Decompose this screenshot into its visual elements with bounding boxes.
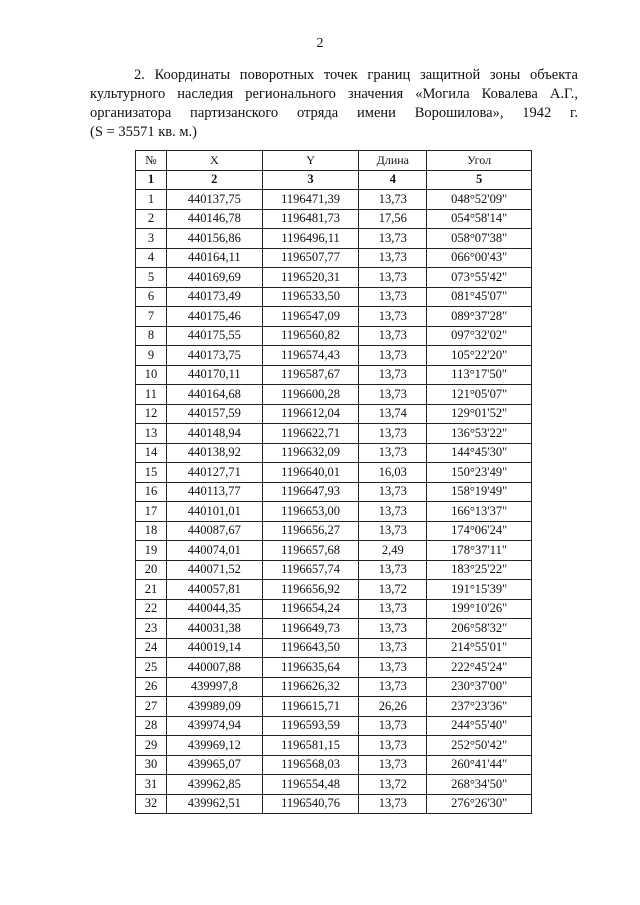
angle-cell: 178°37'11" [427,541,532,561]
x-coordinate-cell: 440156,86 [166,229,262,249]
angle-cell: 144°45'30" [427,443,532,463]
angle-cell: 222°45'24" [427,658,532,678]
column-number: 2 [166,170,262,190]
length-cell: 13,74 [359,404,427,424]
column-number: 3 [262,170,359,190]
table-body [136,190,532,814]
y-coordinate-cell: 1196635,64 [262,658,359,678]
x-coordinate-cell: 439974,94 [166,716,262,736]
angle-cell: 276°26'30" [427,794,532,814]
table-row [136,365,532,385]
angle-cell: 174°06'24" [427,521,532,541]
point-number-cell: 9 [136,346,167,366]
angle-cell: 136°53'22" [427,424,532,444]
point-number-cell: 24 [136,638,167,658]
point-number-cell: 31 [136,775,167,795]
angle-cell: 166°13'37" [427,502,532,522]
length-cell: 2,49 [359,541,427,561]
angle-cell: 121°05'07" [427,385,532,405]
x-coordinate-cell: 440074,01 [166,541,262,561]
point-number-cell: 32 [136,794,167,814]
y-coordinate-cell: 1196574,43 [262,346,359,366]
length-cell: 13,73 [359,638,427,658]
y-coordinate-cell: 1196507,77 [262,248,359,268]
length-cell: 13,73 [359,287,427,307]
y-coordinate-cell: 1196657,68 [262,541,359,561]
y-coordinate-cell: 1196657,74 [262,560,359,580]
point-number-cell: 4 [136,248,167,268]
point-number-cell: 27 [136,697,167,717]
length-cell: 13,73 [359,599,427,619]
angle-cell: 230°37'00" [427,677,532,697]
length-cell: 13,73 [359,755,427,775]
point-number-cell: 26 [136,677,167,697]
angle-cell: 129°01'52" [427,404,532,424]
x-coordinate-cell: 439965,07 [166,755,262,775]
length-cell: 26,26 [359,697,427,717]
length-cell: 13,73 [359,229,427,249]
table-row [136,502,532,522]
angle-cell: 054°58'14" [427,209,532,229]
length-cell: 13,72 [359,580,427,600]
length-cell: 13,73 [359,190,427,210]
length-cell: 13,73 [359,248,427,268]
y-coordinate-cell: 1196568,03 [262,755,359,775]
length-cell: 13,73 [359,346,427,366]
y-coordinate-cell: 1196622,71 [262,424,359,444]
angle-cell: 048°52'09" [427,190,532,210]
y-coordinate-cell: 1196471,39 [262,190,359,210]
point-number-cell: 25 [136,658,167,678]
x-coordinate-cell: 440170,11 [166,365,262,385]
angle-cell: 073°55'42" [427,268,532,288]
table-row [136,229,532,249]
length-cell: 13,73 [359,736,427,756]
y-coordinate-cell: 1196547,09 [262,307,359,327]
header-y: Y [262,151,359,171]
coordinates-table [135,150,532,814]
point-number-cell: 13 [136,424,167,444]
x-coordinate-cell: 440137,75 [166,190,262,210]
angle-cell: 199°10'26" [427,599,532,619]
y-coordinate-cell: 1196554,48 [262,775,359,795]
table-row [136,736,532,756]
y-coordinate-cell: 1196632,09 [262,443,359,463]
angle-cell: 081°45'07" [427,287,532,307]
table-row [136,268,532,288]
angle-cell: 150°23'49" [427,463,532,483]
y-coordinate-cell: 1196587,67 [262,365,359,385]
y-coordinate-cell: 1196649,73 [262,619,359,639]
angle-cell: 105°22'20" [427,346,532,366]
table-header-row [136,151,532,171]
y-coordinate-cell: 1196540,76 [262,794,359,814]
y-coordinate-cell: 1196656,27 [262,521,359,541]
y-coordinate-cell: 1196612,04 [262,404,359,424]
x-coordinate-cell: 440019,14 [166,638,262,658]
table-row [136,385,532,405]
angle-cell: 214°55'01" [427,638,532,658]
length-cell: 17,56 [359,209,427,229]
table-row [136,541,532,561]
point-number-cell: 22 [136,599,167,619]
length-cell: 13,73 [359,560,427,580]
y-coordinate-cell: 1196643,50 [262,638,359,658]
y-coordinate-cell: 1196640,01 [262,463,359,483]
x-coordinate-cell: 440173,49 [166,287,262,307]
point-number-cell: 18 [136,521,167,541]
length-cell: 13,73 [359,268,427,288]
point-number-cell: 6 [136,287,167,307]
column-number: 1 [136,170,167,190]
header-x: X [166,151,262,171]
table-row [136,638,532,658]
length-cell: 13,73 [359,716,427,736]
x-coordinate-cell: 440087,67 [166,521,262,541]
table-row [136,248,532,268]
table-row [136,307,532,327]
point-number-cell: 11 [136,385,167,405]
column-number-row [136,170,532,190]
angle-cell: 206°58'32" [427,619,532,639]
header-angle: Угол [427,151,532,171]
x-coordinate-cell: 440157,59 [166,404,262,424]
length-cell: 16,03 [359,463,427,483]
table-row [136,346,532,366]
table-row [136,697,532,717]
point-number-cell: 19 [136,541,167,561]
point-number-cell: 17 [136,502,167,522]
table-row [136,463,532,483]
header-number: № [136,151,167,171]
point-number-cell: 8 [136,326,167,346]
length-cell: 13,73 [359,619,427,639]
x-coordinate-cell: 440146,78 [166,209,262,229]
point-number-cell: 12 [136,404,167,424]
heading-line: организатора партизанского отряда имени Ворошилова», 1942 г. [90,105,578,121]
y-coordinate-cell: 1196647,93 [262,482,359,502]
x-coordinate-cell: 440031,38 [166,619,262,639]
x-coordinate-cell: 440169,69 [166,268,262,288]
point-number-cell: 2 [136,209,167,229]
length-cell: 13,73 [359,365,427,385]
x-coordinate-cell: 440175,55 [166,326,262,346]
x-coordinate-cell: 440127,71 [166,463,262,483]
y-coordinate-cell: 1196520,31 [262,268,359,288]
section-heading [90,66,578,142]
angle-cell: 260°41'44" [427,755,532,775]
table-row [136,658,532,678]
x-coordinate-cell: 440044,35 [166,599,262,619]
x-coordinate-cell: 440164,68 [166,385,262,405]
y-coordinate-cell: 1196481,73 [262,209,359,229]
angle-cell: 237°23'36" [427,697,532,717]
angle-cell: 158°19'49" [427,482,532,502]
y-coordinate-cell: 1196581,15 [262,736,359,756]
heading-line: 2. Координаты поворотных точек границ защитной зоны объекта [134,67,578,83]
y-coordinate-cell: 1196533,50 [262,287,359,307]
length-cell: 13,73 [359,794,427,814]
x-coordinate-cell: 439962,51 [166,794,262,814]
point-number-cell: 21 [136,580,167,600]
length-cell: 13,73 [359,502,427,522]
y-coordinate-cell: 1196593,59 [262,716,359,736]
table-row [136,755,532,775]
x-coordinate-cell: 440057,81 [166,580,262,600]
table-row [136,599,532,619]
angle-cell: 191°15'39" [427,580,532,600]
table-row [136,580,532,600]
point-number-cell: 7 [136,307,167,327]
table-row [136,482,532,502]
column-number: 5 [427,170,532,190]
table-row [136,794,532,814]
point-number-cell: 3 [136,229,167,249]
angle-cell: 089°37'28" [427,307,532,327]
table-row [136,424,532,444]
x-coordinate-cell: 440101,01 [166,502,262,522]
x-coordinate-cell: 440138,92 [166,443,262,463]
length-cell: 13,73 [359,521,427,541]
point-number-cell: 14 [136,443,167,463]
point-number-cell: 5 [136,268,167,288]
length-cell: 13,73 [359,482,427,502]
table-row [136,619,532,639]
point-number-cell: 28 [136,716,167,736]
point-number-cell: 10 [136,365,167,385]
table-row [136,287,532,307]
table-row [136,716,532,736]
angle-cell: 244°55'40" [427,716,532,736]
heading-line: (S = 35571 кв. м.) [90,124,197,140]
x-coordinate-cell: 439989,09 [166,697,262,717]
x-coordinate-cell: 439962,85 [166,775,262,795]
y-coordinate-cell: 1196600,28 [262,385,359,405]
point-number-cell: 29 [136,736,167,756]
x-coordinate-cell: 440071,52 [166,560,262,580]
y-coordinate-cell: 1196653,00 [262,502,359,522]
table-row [136,404,532,424]
table-row [136,326,532,346]
table-row [136,209,532,229]
y-coordinate-cell: 1196656,92 [262,580,359,600]
angle-cell: 097°32'02" [427,326,532,346]
length-cell: 13,73 [359,307,427,327]
table-row [136,190,532,210]
point-number-cell: 23 [136,619,167,639]
length-cell: 13,73 [359,385,427,405]
length-cell: 13,72 [359,775,427,795]
angle-cell: 113°17'50" [427,365,532,385]
y-coordinate-cell: 1196496,11 [262,229,359,249]
point-number-cell: 1 [136,190,167,210]
y-coordinate-cell: 1196615,71 [262,697,359,717]
x-coordinate-cell: 439969,12 [166,736,262,756]
point-number-cell: 15 [136,463,167,483]
length-cell: 13,73 [359,658,427,678]
x-coordinate-cell: 440173,75 [166,346,262,366]
y-coordinate-cell: 1196654,24 [262,599,359,619]
table-row [136,677,532,697]
y-coordinate-cell: 1196626,32 [262,677,359,697]
x-coordinate-cell: 440113,77 [166,482,262,502]
x-coordinate-cell: 439997,8 [166,677,262,697]
header-length: Длина [359,151,427,171]
table-row [136,560,532,580]
table-row [136,443,532,463]
column-number: 4 [359,170,427,190]
heading-line: культурного наследия регионального значения «Могила Ковалева А.Г., [90,86,578,102]
angle-cell: 066°00'43" [427,248,532,268]
y-coordinate-cell: 1196560,82 [262,326,359,346]
angle-cell: 252°50'42" [427,736,532,756]
x-coordinate-cell: 440164,11 [166,248,262,268]
page-number: 2 [316,36,324,51]
table-row [136,521,532,541]
angle-cell: 058°07'38" [427,229,532,249]
angle-cell: 183°25'22" [427,560,532,580]
angle-cell: 268°34'50" [427,775,532,795]
length-cell: 13,73 [359,424,427,444]
point-number-cell: 16 [136,482,167,502]
table-row [136,775,532,795]
x-coordinate-cell: 440148,94 [166,424,262,444]
length-cell: 13,73 [359,677,427,697]
length-cell: 13,73 [359,443,427,463]
x-coordinate-cell: 440007,88 [166,658,262,678]
point-number-cell: 20 [136,560,167,580]
length-cell: 13,73 [359,326,427,346]
x-coordinate-cell: 440175,46 [166,307,262,327]
point-number-cell: 30 [136,755,167,775]
